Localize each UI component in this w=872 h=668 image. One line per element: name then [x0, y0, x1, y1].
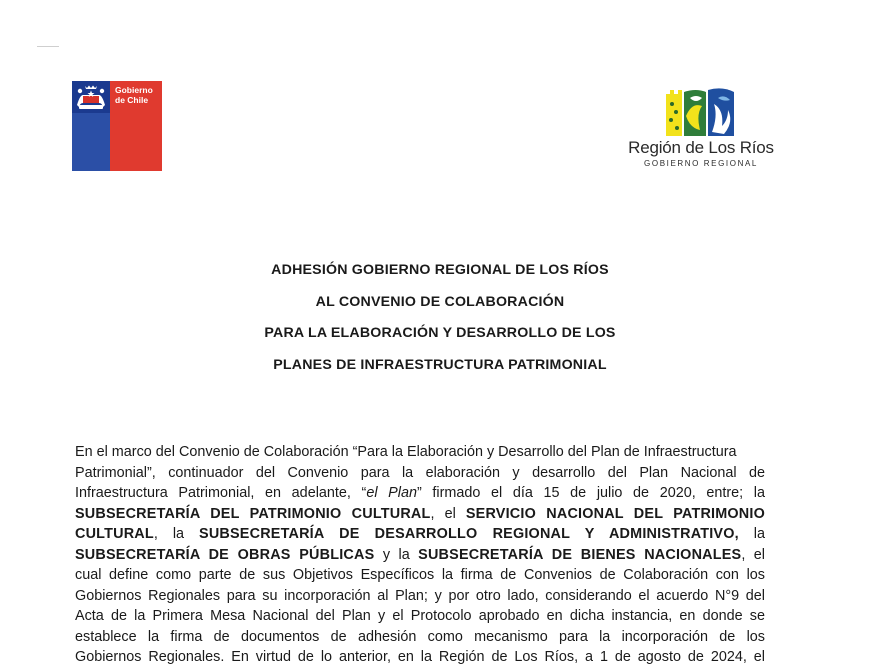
region-emblem-icon — [662, 86, 738, 138]
entity-name: CULTURAL — [75, 526, 154, 542]
plan-emphasis: el Plan — [366, 485, 417, 501]
entity-name: SERVICIO NACIONAL DEL PATRIMONIO — [465, 505, 765, 522]
title-line-2: AL CONVENIO DE COLABORACIÓN — [315, 293, 565, 310]
document-title — [0, 255, 872, 381]
gobierno-de-chile-logo — [72, 81, 162, 171]
entity-name: SUBSECRETARÍA DEL PATRIMONIO CULTURAL — [75, 505, 431, 522]
scan-artifact — [37, 46, 59, 47]
body-line-6: SUBSECRETARÍA DE OBRAS PÚBLICAS y la SUBSECRETARÍA DE BIENES NACIONALES, el — [75, 546, 765, 563]
body-line-7: cual define como parte de sus Objetivos Específicos la firma de Convenios de Colaboración con los — [75, 567, 765, 583]
title-line-3: PARA LA ELABORACIÓN Y DESARROLLO DE LOS — [264, 325, 616, 341]
body-line-2: Patrimonial”, continuador del Convenio para la elaboración y desarrollo del Plan Nacional de — [75, 464, 765, 481]
coat-of-arms-icon — [75, 83, 107, 111]
body-line-8: Gobiernos Regionales para su incorporación al Plan; y por otro lado, considerando el acuerdo N°9 del — [75, 587, 765, 604]
title-line-4: PLANES DE INFRAESTRUCTURA PATRIMONIAL — [273, 356, 607, 373]
body-line-3: Infraestructura Patrimonial, en adelante, “el Plan” firmado el día 15 de julio de 2020, entre; la — [75, 485, 765, 501]
body-paragraph — [75, 442, 765, 668]
region-name: Región de Los Ríos — [628, 138, 774, 157]
region-subtitle: GOBIERNO REGIONAL — [644, 159, 758, 168]
gobierno-logo-line2: de Chile — [115, 95, 149, 105]
region-de-los-rios-logo — [626, 86, 776, 172]
body-line-9: Acta de la Primera Mesa Nacional del Plan y el Protocolo aprobado en dicha instancia, en donde se — [75, 608, 765, 624]
entity-name: SUBSECRETARÍA DE BIENES NACIONALES — [418, 546, 742, 563]
entity-name: SUBSECRETARÍA DE DESARROLLO REGIONAL Y ADMINISTRATIVO, — [199, 526, 739, 542]
body-line-11: Gobiernos Regionales. En virtud de lo anterior, en la Región de Los Ríos, a 1 de agosto de 2024, el — [75, 649, 765, 665]
title-line-1: ADHESIÓN GOBIERNO REGIONAL DE LOS RÍOS — [271, 262, 609, 278]
body-line-1: En el marco del Convenio de Colaboración “Para la Elaboración y Desarrollo del Plan de Infraestructura — [75, 444, 737, 460]
entity-name: SUBSECRETARÍA DE OBRAS PÚBLICAS — [75, 546, 375, 563]
body-line-10: establece la firma de documentos de adhesión como mecanismo para la incorporación de los — [75, 628, 765, 645]
gobierno-logo-line1: Gobierno — [115, 85, 153, 95]
body-line-5: CULTURAL, la SUBSECRETARÍA DE DESARROLLO REGIONAL Y ADMINISTRATIVO, la — [75, 526, 765, 542]
body-line-4: SUBSECRETARÍA DEL PATRIMONIO CULTURAL, el SERVICIO NACIONAL DEL PATRIMONIO — [75, 505, 765, 522]
